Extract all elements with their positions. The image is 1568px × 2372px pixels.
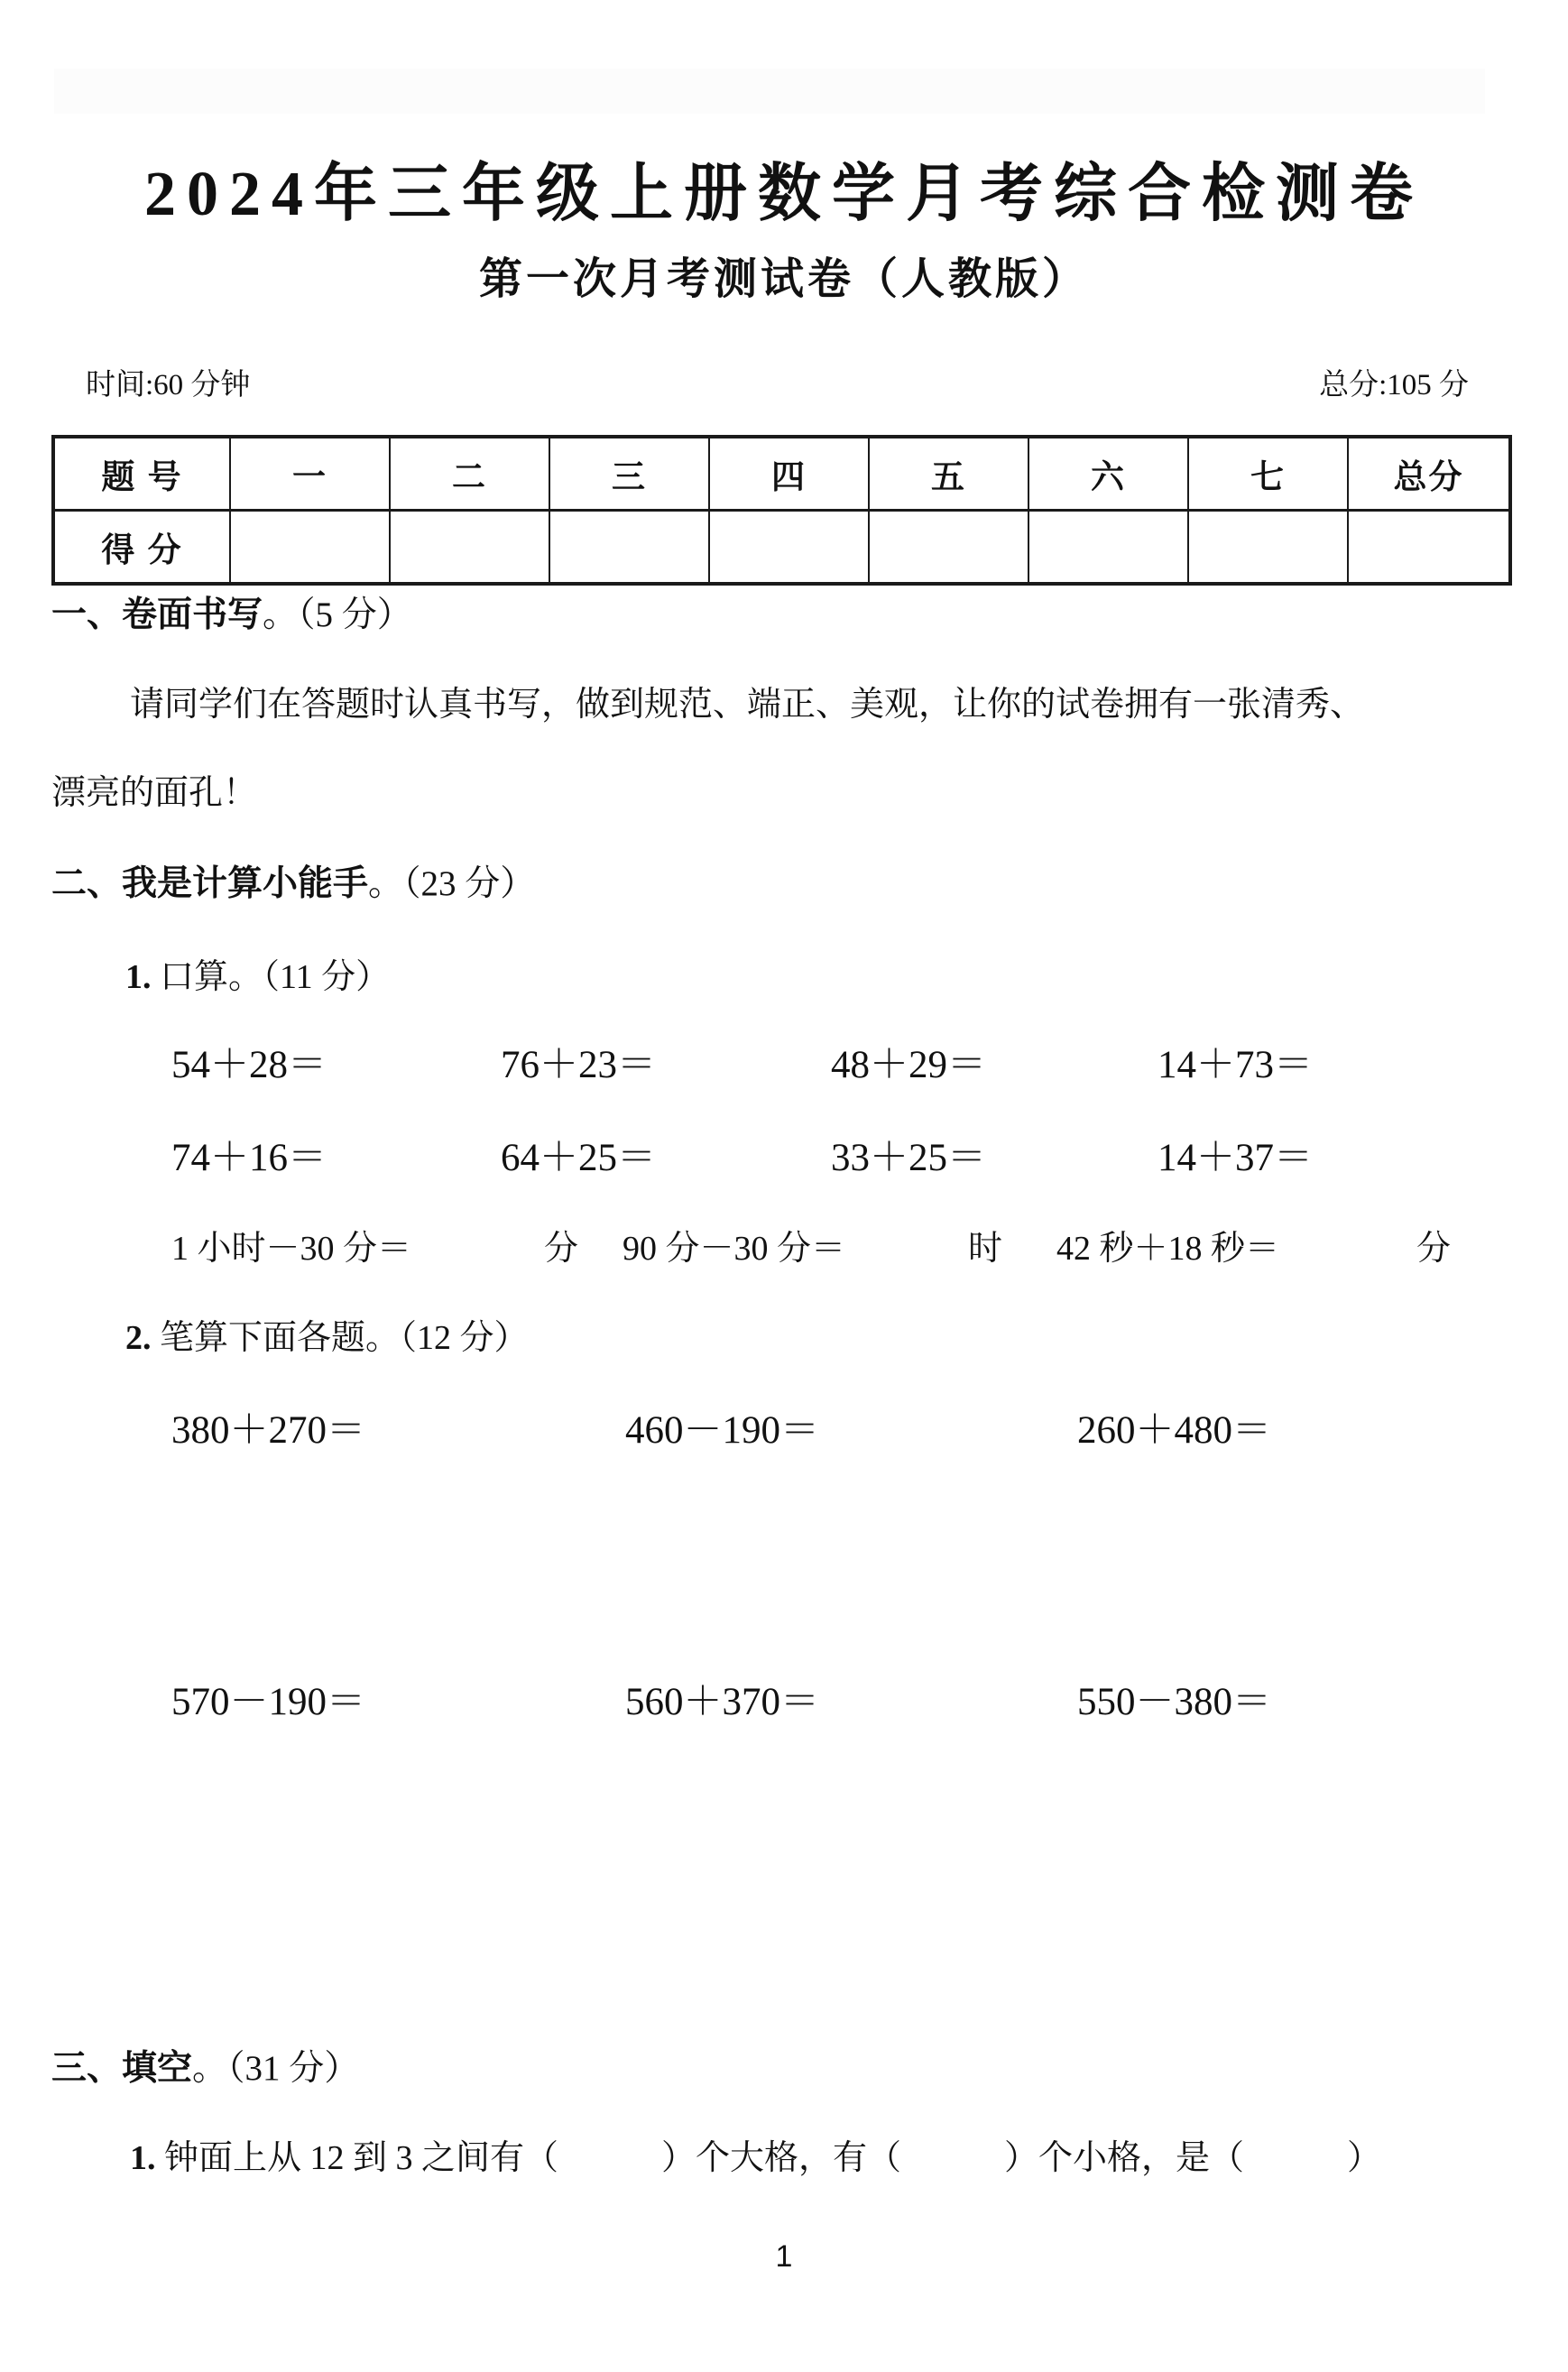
score-table-header-cell: 题 号 bbox=[53, 437, 230, 511]
oral-equation: 48＋29＝ bbox=[831, 1044, 986, 1086]
written-equation: 380＋270＝ bbox=[171, 1409, 365, 1452]
oral-equation: 76＋23＝ bbox=[501, 1044, 656, 1086]
score-table-header-cell: 三 bbox=[549, 437, 709, 511]
score-table-header-cell: 六 bbox=[1028, 437, 1188, 511]
oral-equation: 64＋25＝ bbox=[501, 1137, 656, 1179]
oral-equation: 33＋25＝ bbox=[831, 1137, 986, 1179]
oral-equation: 54＋28＝ bbox=[171, 1044, 327, 1086]
score-table-cell bbox=[390, 511, 549, 585]
section-3-heading-points: 。（31 分） bbox=[192, 2049, 360, 2088]
score-table-cell bbox=[1028, 511, 1188, 585]
time-equation: 1 小时－30 分＝ bbox=[171, 1230, 412, 1268]
section-3-heading-bold: 三、填空 bbox=[51, 2049, 193, 2088]
score-table bbox=[51, 435, 1512, 586]
time-equation: 90 分－30 分＝ bbox=[623, 1230, 846, 1268]
score-table-cell bbox=[1188, 511, 1348, 585]
score-table-header-row bbox=[53, 437, 1510, 511]
oral-equation: 14＋37＝ bbox=[1158, 1137, 1313, 1179]
fill-blank-question-line bbox=[130, 2140, 1381, 2177]
question-1-label-line bbox=[125, 959, 390, 996]
section-3-heading bbox=[51, 2050, 359, 2088]
question-1-number: 1. bbox=[125, 958, 152, 996]
score-table-header-cell: 四 bbox=[709, 437, 869, 511]
score-table-cell bbox=[549, 511, 709, 585]
written-equation: 260＋480＝ bbox=[1077, 1409, 1271, 1452]
score-table-cell bbox=[230, 511, 390, 585]
score-table-cell bbox=[709, 511, 869, 585]
written-equation: 570－190＝ bbox=[171, 1681, 365, 1723]
score-table-header-cell: 总分 bbox=[1348, 437, 1510, 511]
time-unit-label: 分 bbox=[544, 1230, 579, 1268]
exam-subtitle: 第一次月考测试卷（人教版） bbox=[478, 255, 1089, 303]
oral-equation: 74＋16＝ bbox=[171, 1137, 327, 1179]
section-2-heading-points: 。（23 分） bbox=[368, 864, 536, 903]
written-equation: 460－190＝ bbox=[625, 1409, 819, 1452]
score-table-header-cell: 七 bbox=[1188, 437, 1348, 511]
time-unit-label: 分 bbox=[1416, 1230, 1452, 1268]
section-2-heading bbox=[51, 865, 535, 903]
section-2-heading-bold: 二、我是计算小能手 bbox=[51, 864, 369, 903]
fill-question-number: 1. bbox=[130, 2139, 156, 2177]
total-score-label: 总分:105 分 bbox=[1319, 369, 1469, 401]
exam-title: 2024年三年级上册数学月考综合检测卷 bbox=[144, 160, 1424, 229]
written-equation: 560＋370＝ bbox=[625, 1681, 819, 1723]
page-number: 1 bbox=[775, 2239, 793, 2274]
score-table-header-cell: 五 bbox=[869, 437, 1028, 511]
writing-instructions-line-1: 请同学们在答题时认真书写，做到规范、端正、美观，让你的试卷拥有一张清秀、 bbox=[130, 686, 1365, 724]
writing-instructions-line-2: 漂亮的面孔！ bbox=[51, 774, 258, 812]
time-equation: 42 秒＋18 秒＝ bbox=[1056, 1230, 1280, 1268]
question-2-label: 笔算下面各题。（12 分） bbox=[160, 1319, 529, 1357]
score-row-label: 得 分 bbox=[53, 511, 230, 585]
question-2-number: 2. bbox=[125, 1319, 152, 1357]
section-1-heading-points: 。（5 分） bbox=[263, 595, 412, 634]
question-2-label-line bbox=[125, 1320, 529, 1357]
oral-equation: 14＋73＝ bbox=[1158, 1044, 1313, 1086]
score-table-score-row bbox=[53, 511, 1510, 585]
time-unit-label: 时 bbox=[968, 1230, 1003, 1268]
section-1-heading-bold: 一、卷面书写 bbox=[51, 595, 263, 634]
score-table-cell bbox=[1348, 511, 1510, 585]
score-table-cell bbox=[869, 511, 1028, 585]
scan-artifact-band bbox=[54, 69, 1485, 114]
section-1-heading bbox=[51, 596, 412, 634]
score-table-header-cell: 一 bbox=[230, 437, 390, 511]
fill-blank-question: 钟面上从 12 到 3 之间有（ ）个大格，有（ ）个小格，是（ ） bbox=[164, 2139, 1382, 2177]
written-equation: 550－380＝ bbox=[1077, 1681, 1271, 1723]
question-1-label: 口算。（11 分） bbox=[160, 958, 391, 996]
score-table-header-cell: 二 bbox=[390, 437, 549, 511]
time-limit-label: 时间:60 分钟 bbox=[86, 369, 251, 401]
